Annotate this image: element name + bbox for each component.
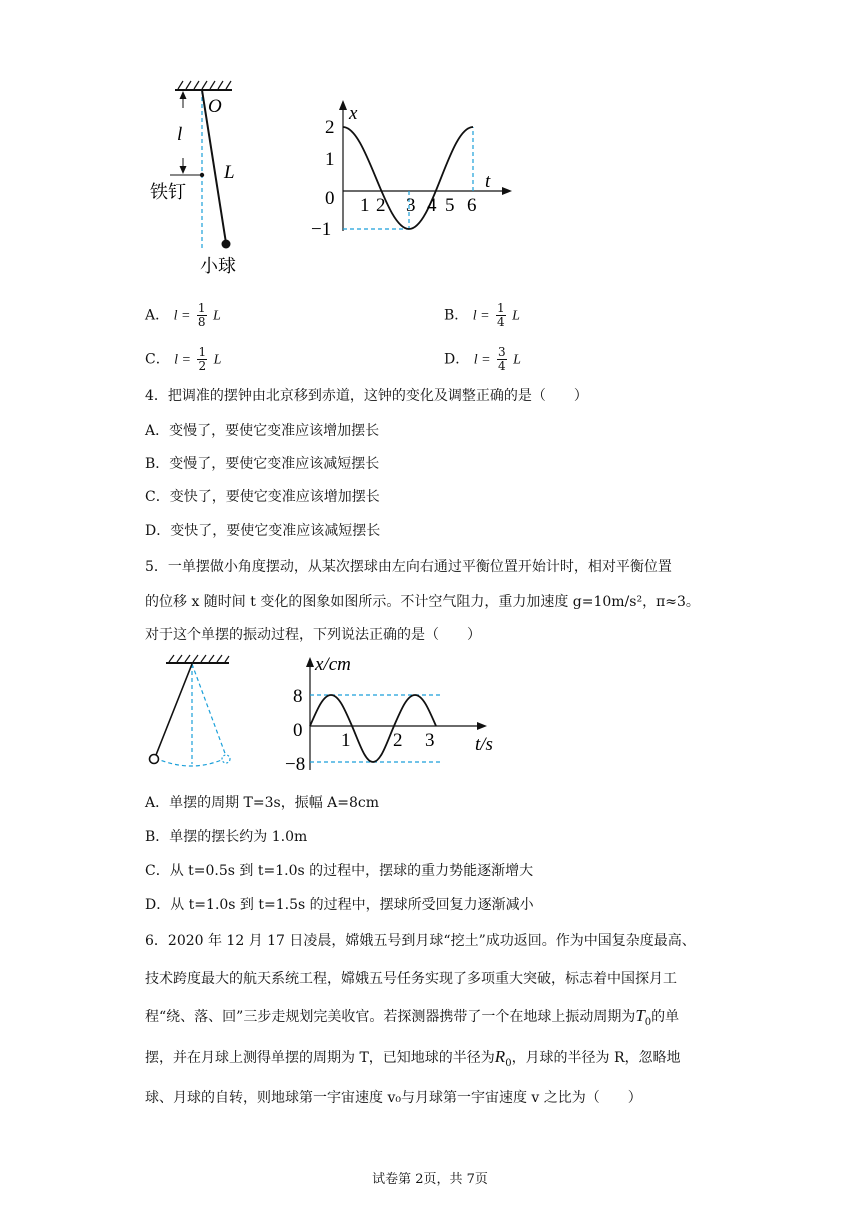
q5-option-d[interactable]: D．从 t=1.0s 到 t=1.5s 的过程中，摆球所受回复力逐渐减小: [145, 897, 534, 913]
x-tick-1: 1: [360, 195, 370, 216]
label-ball: 小球: [200, 256, 236, 277]
q5-option-c[interactable]: C．从 t=0.5s 到 t=1.0s 的过程中，摆球的重力势能逐渐增大: [145, 863, 534, 879]
q5-xt-graph: [285, 652, 505, 777]
q6-line4: 摆，并在月球上测得单摆的周期为 T，已知地球的半径为$R_0$，月球的半径为 R，忽略地: [145, 1047, 681, 1069]
q6-line2: 技术跨度最大的航天系统工程，嫦娥五号任务实现了多项重大突破，标志着中国探月工: [145, 971, 677, 987]
q5-stem-line2: 的位移 x 随时间 t 变化的图象如图所示。不计空气阻力，重力加速度 g=10m/s²，π≈3。: [145, 594, 700, 610]
q4-option-b[interactable]: B．变慢了，要使它变准应该减短摆长: [145, 456, 380, 472]
y-tick-2: 2: [325, 117, 335, 138]
y-tick-0: 0: [293, 720, 303, 741]
fraction: $\frac{1}{4}$: [497, 301, 505, 329]
x-tick-2: 2: [393, 730, 403, 751]
x-tick-4: 4: [427, 195, 437, 216]
fraction: $\frac{1}{2}$: [198, 345, 207, 373]
fraction: $\frac{3}{4}$: [497, 345, 506, 373]
x-tick-1: 1: [341, 730, 351, 751]
q5-stem-line3: 对于这个单摆的振动过程，下列说法正确的是（ ）: [145, 627, 481, 643]
y-tick-1: 1: [325, 149, 335, 170]
q6-line5: 球、月球的自转，则地球第一宇宙速度 v₀与月球第一宇宙速度 v 之比为（ ）: [145, 1090, 642, 1106]
q4-option-d[interactable]: D．变快了，要使它变准应该减短摆长: [145, 523, 381, 539]
axis-t-label: t: [485, 171, 491, 192]
label-O: O: [208, 96, 222, 117]
y-tick-neg8: −8: [285, 754, 306, 775]
label-L: L: [224, 162, 235, 183]
q3-option-b[interactable]: B． l = $\frac{1}{4}$ L: [444, 301, 520, 329]
y-tick-neg1: −1: [311, 219, 332, 240]
q6-line3: 程“绕、落、回”三步走规划完美收官。若探测器携带了一个在地球上振动周期为$T_0$的单: [145, 1006, 680, 1028]
q3-option-d[interactable]: D． l = $\frac{3}{4}$ L: [444, 345, 521, 373]
y-tick-8: 8: [293, 686, 303, 707]
fraction: $\frac{1}{8}$: [197, 301, 206, 329]
axis-t-s-label: t/s: [475, 734, 493, 755]
q3-option-a[interactable]: A． l = $\frac{1}{8}$ L: [145, 301, 221, 329]
x-tick-5: 5: [445, 195, 455, 216]
x-tick-2: 2: [376, 195, 386, 216]
y-tick-0: 0: [325, 188, 335, 209]
q4-option-c[interactable]: C．变快了，要使它变准应该增加摆长: [145, 489, 380, 505]
label-nail: 铁钉: [150, 182, 186, 203]
page-footer: 试卷第 2页，共 7页: [372, 1172, 488, 1187]
q5-stem-line1: 5．一单摆做小角度摆动，从某次摆球由左向右通过平衡位置开始计时，相对平衡位置: [145, 559, 672, 575]
label-l: l: [177, 124, 183, 145]
q5-option-b[interactable]: B．单摆的摆长约为 1.0m: [145, 829, 308, 845]
pendulum-nail-figure: [150, 78, 260, 278]
q4-option-a[interactable]: A．变慢了，要使它变准应该增加摆长: [145, 423, 380, 439]
axis-x-label: x: [349, 103, 358, 124]
xt-graph-figure: [305, 95, 520, 245]
q5-option-a[interactable]: A．单摆的周期 T=3s，振幅 A=8cm: [145, 795, 380, 811]
q3-option-c[interactable]: C． l = $\frac{1}{2}$ L: [145, 345, 222, 373]
q5-pendulum-figure: [140, 652, 240, 777]
q6-line1: 6．2020 年 12 月 17 日凌晨，嫦娥五号到月球“挖土”成功返回。作为中国复杂度最高、: [145, 933, 696, 949]
x-tick-3: 3: [406, 195, 416, 216]
x-tick-3: 3: [425, 730, 435, 751]
q4-stem: 4．把调准的摆钟由北京移到赤道，这钟的变化及调整正确的是（ ）: [145, 388, 588, 404]
x-tick-6: 6: [467, 195, 477, 216]
axis-x-cm-label: x/cm: [315, 654, 351, 675]
